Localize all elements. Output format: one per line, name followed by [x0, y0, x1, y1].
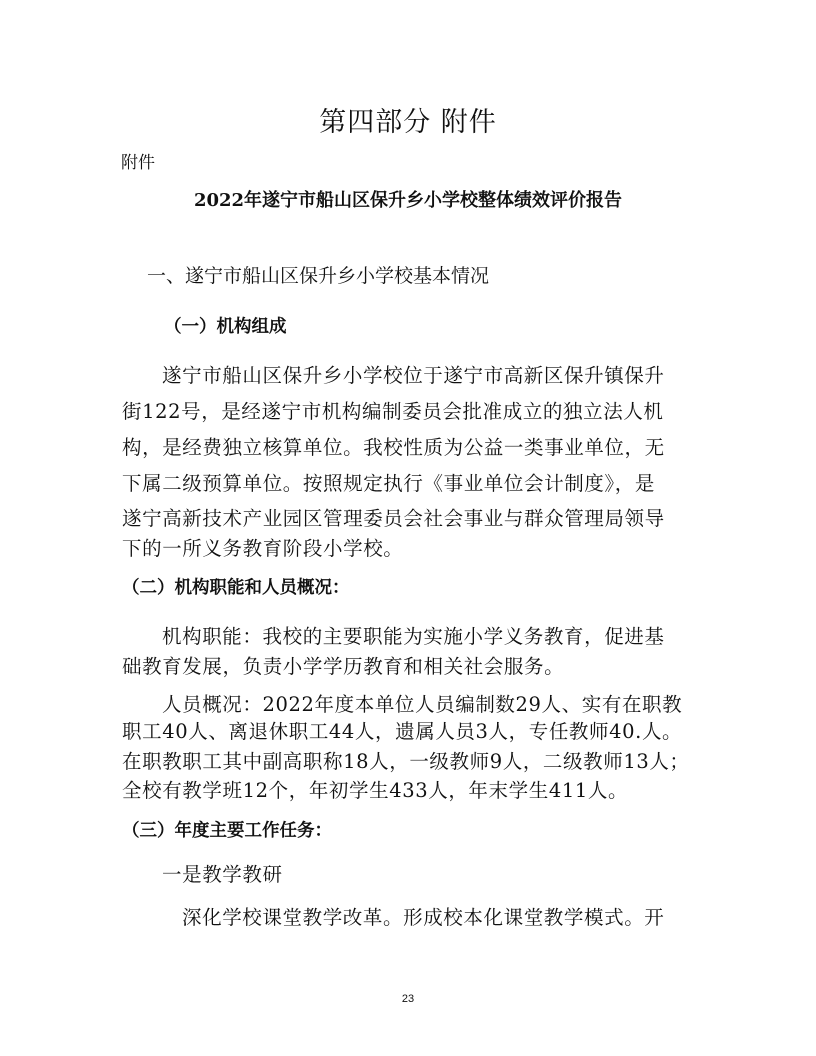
- list-item-teaching-research: 一是教学教研: [162, 863, 283, 886]
- paragraph-line: 下属二级预算单位。按照规定执行《事业单位会计制度》，是: [122, 472, 655, 495]
- subsection-heading-organization: （一）机构组成: [164, 317, 287, 337]
- paragraph-line: 全校有教学班12个，年初学生433人，年末学生411人。: [122, 779, 629, 802]
- page-number: 23: [401, 993, 415, 1005]
- paragraph-line: 础教育发展，负责小学学历教育和相关社会服务。: [122, 655, 565, 678]
- paragraph-line: 职工40人、离退休职工44人，遗属人员3人，专任教师40.人。: [122, 720, 683, 743]
- paragraph-line: 深化学校课堂教学改革。形成校本化课堂教学模式。开: [182, 906, 665, 929]
- subsection-heading-functions-staff: （二）机构职能和人员概况：: [122, 578, 350, 598]
- subsection-heading-annual-tasks: （三）年度主要工作任务：: [122, 821, 332, 841]
- paragraph-line: 遂宁市船山区保升乡小学校位于遂宁市高新区保升镇保升: [162, 364, 665, 387]
- paragraph-line: 构，是经费独立核算单位。我校性质为公益一类事业单位，无: [122, 436, 665, 459]
- paragraph-line: 人员概况：2022年度本单位人员编制数29人、实有在职教: [162, 693, 683, 716]
- section-heading-basic-info: 一、遂宁市船山区保升乡小学校基本情况: [147, 265, 490, 287]
- paragraph-line: 机构职能：我校的主要职能为实施小学义务教育，促进基: [162, 625, 665, 648]
- annex-label: 附件: [121, 153, 155, 173]
- paragraph-line: 下的一所义务教育阶段小学校。: [122, 537, 404, 560]
- paragraph-line: 在职教职工其中副高职称18人，一级教师9人，二级教师13人；: [122, 750, 690, 773]
- part-title: 第四部分 附件: [319, 107, 497, 138]
- paragraph-line: 遂宁高新技术产业园区管理委员会社会事业与群众管理局领导: [122, 507, 665, 530]
- paragraph-line: 街122号，是经遂宁市机构编制委员会批准成立的独立法人机: [122, 400, 664, 423]
- report-title: 2022年遂宁市船山区保升乡小学校整体绩效评价报告: [193, 190, 623, 211]
